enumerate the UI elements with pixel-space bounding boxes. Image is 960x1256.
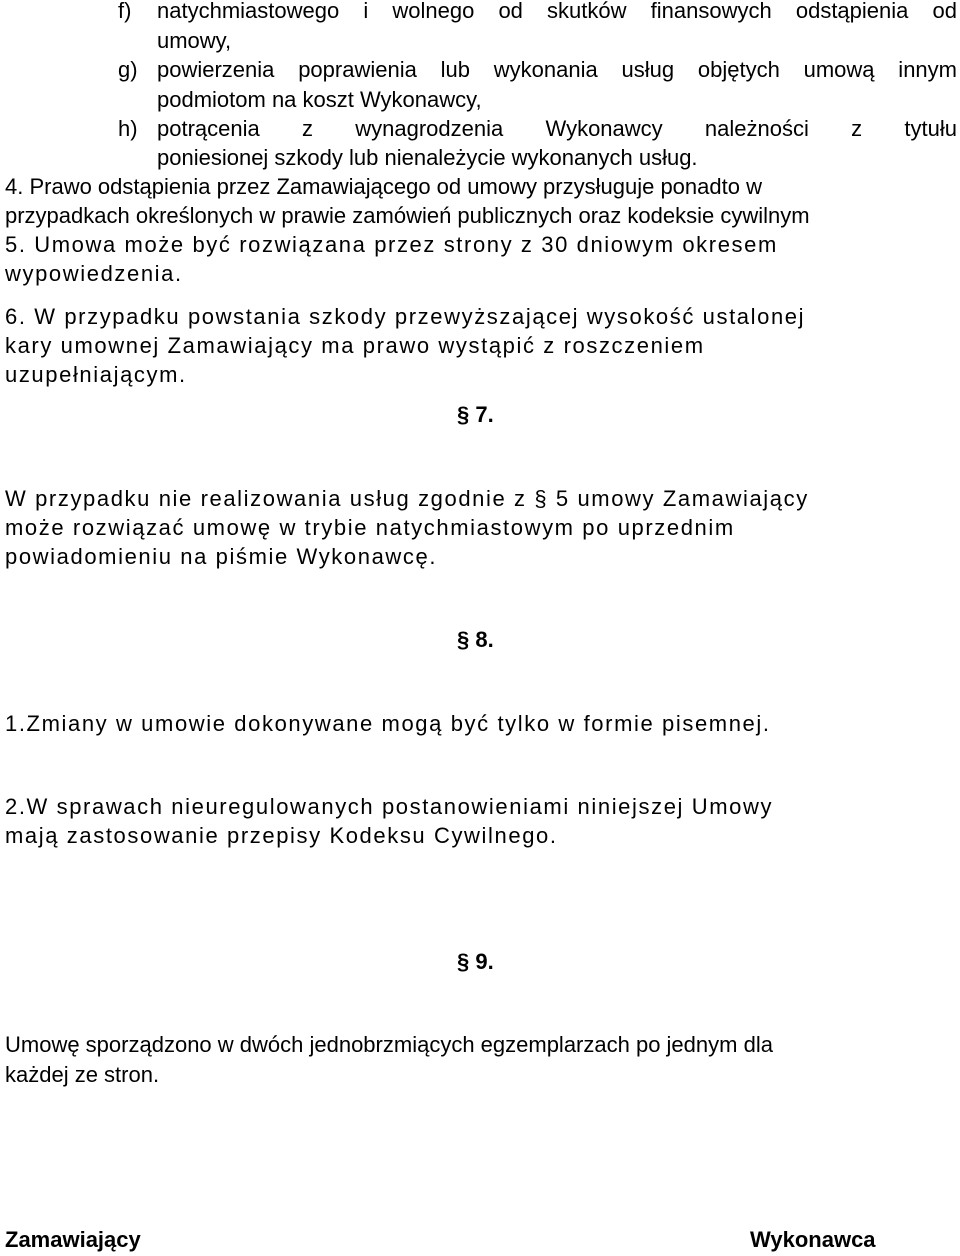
section-8-point2-line2: mają zastosowanie przepisy Kodeksu Cywilnego. <box>5 823 558 848</box>
list-item-f-line1: natychmiastowego i wolnego od skutków finansowych odstąpienia od <box>157 0 957 23</box>
list-item-g-line2: podmiotom na koszt Wykonawcy, <box>157 87 482 112</box>
list-letter-g: g) <box>118 57 138 82</box>
list-letter-h: h) <box>118 116 138 141</box>
section-9-heading: § 9. <box>457 949 494 974</box>
section-7-line2: może rozwiązać umowę w trybie natychmiastowym po uprzednim <box>5 515 735 540</box>
signature-wykonawca: Wykonawca <box>750 1227 876 1252</box>
section-8-point1: 1.Zmiany w umowie dokonywane mogą być tylko w formie pisemnej. <box>5 711 771 736</box>
signature-zamawiajacy: Zamawiający <box>5 1227 141 1252</box>
para-6-line2: kary umownej Zamawiający ma prawo wystąpić z roszczeniem <box>5 333 705 358</box>
section-7-line3: powiadomieniu na piśmie Wykonawcę. <box>5 544 438 569</box>
para-5-line2: wypowiedzenia. <box>5 261 183 286</box>
para-4-line2: przypadkach określonych w prawie zamówień publicznych oraz kodeksie cywilnym <box>5 203 810 228</box>
list-item-f-line2: umowy, <box>157 28 232 53</box>
section-8-point2-line1: 2.W sprawach nieuregulowanych postanowieniami niniejszej Umowy <box>5 794 774 819</box>
para-6-line1: 6. W przypadku powstania szkody przewyższającej wysokość ustalonej <box>5 304 806 329</box>
list-item-g-line1: powierzenia poprawienia lub wykonania usług objętych umową innym <box>157 57 957 82</box>
section-9-line1: Umowę sporządzono w dwóch jednobrzmiących egzemplarzach po jednym dla <box>5 1032 773 1057</box>
para-5-line1: 5. Umowa może być rozwiązana przez strony z 30 dniowym okresem <box>5 232 778 257</box>
para-4-line1: 4. Prawo odstąpienia przez Zamawiającego od umowy przysługuje ponadto w <box>5 174 762 199</box>
list-item-h-line2: poniesionej szkody lub nienależycie wykonanych usług. <box>157 145 698 170</box>
list-letter-f: f) <box>118 0 132 23</box>
section-7-line1: W przypadku nie realizowania usług zgodnie z § 5 umowy Zamawiający <box>5 486 809 511</box>
para-6-line3: uzupełniającym. <box>5 362 187 387</box>
section-7-heading: § 7. <box>457 402 494 427</box>
section-8-heading: § 8. <box>457 627 494 652</box>
list-item-h-line1: potrącenia z wynagrodzenia Wykonawcy należności z tytułu <box>157 116 957 141</box>
section-9-line2: każdej ze stron. <box>5 1062 160 1087</box>
